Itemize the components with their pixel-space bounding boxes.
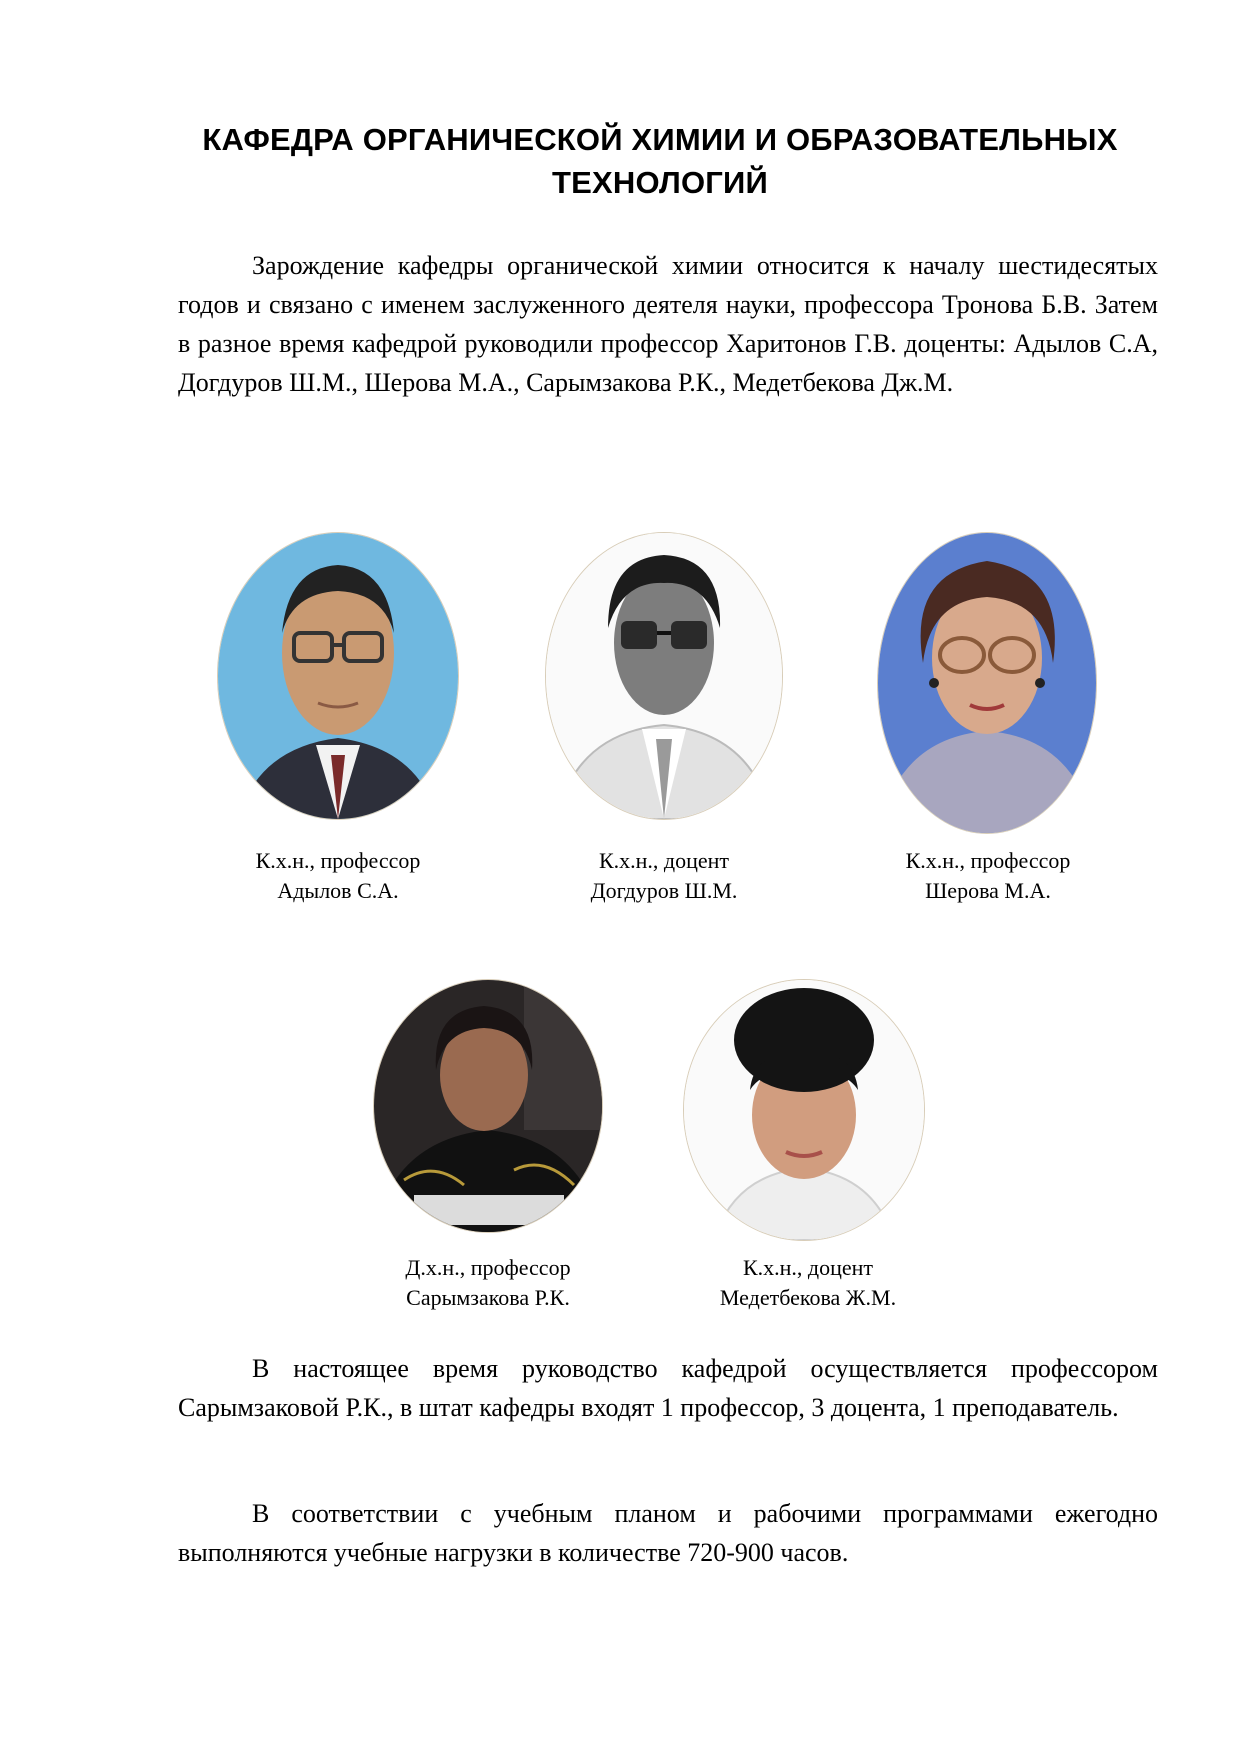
caption-name: Сарымзакова Р.К. <box>406 1285 570 1310</box>
title-line-1: КАФЕДРА ОРГАНИЧЕСКОЙ ХИМИИ И ОБРАЗОВАТЕЛЬНЫХ <box>202 122 1118 157</box>
caption-sarymzakova <box>358 1253 618 1313</box>
caption-degree: К.х.н., профессор <box>255 848 421 873</box>
page-title <box>160 118 1160 204</box>
curriculum-text: В соответствии с учебным планом и рабочими программами ежегодно выполняются учебные нагрузки в количестве 720-900 часов. <box>178 1499 1158 1567</box>
caption-degree: К.х.н., профессор <box>905 848 1071 873</box>
caption-name: Медетбекова Ж.М. <box>719 1285 897 1310</box>
intro-paragraph <box>178 246 1158 402</box>
current-leadership-paragraph <box>178 1349 1158 1427</box>
caption-name: Догдуров Ш.М. <box>590 878 738 903</box>
caption-degree: К.х.н., доцент <box>598 848 730 873</box>
caption-dogdurov <box>534 846 794 906</box>
title-line-2: ТЕХНОЛОГИЙ <box>551 165 769 200</box>
portrait-medetbekova <box>684 980 924 1240</box>
portrait-adylov <box>218 533 458 819</box>
caption-name: Шерова М.А. <box>925 878 1051 903</box>
caption-name: Адылов С.А. <box>277 878 399 903</box>
caption-degree: К.х.н., доцент <box>742 1255 874 1280</box>
portrait-sherova <box>878 533 1096 833</box>
caption-sherova <box>858 846 1118 906</box>
curriculum-paragraph <box>178 1494 1158 1572</box>
current-leadership-text: В настоящее время руководство кафедрой осуществляется профессором Сарымзаковой Р.К., в штат кафедры входят 1 профессор, 3 доцента, 1 преподаватель. <box>178 1354 1158 1422</box>
portrait-dogdurov <box>546 533 782 819</box>
caption-degree: Д.х.н., профессор <box>405 1255 571 1280</box>
portrait-sarymzakova <box>374 980 602 1232</box>
caption-medetbekova <box>678 1253 938 1313</box>
caption-adylov <box>208 846 468 906</box>
intro-paragraph-text: Зарождение кафедры органической химии относится к началу шестидесятых годов и связано с именем заслуженного деятеля науки, профессора Тронова Б.В. Затем в разное время кафедрой руководили профессор Харитонов Г.В. доценты: Адылов С.А, Догдуров Ш.М., Шерова М.А., Сарымзакова Р.К., Медетбекова Дж.М. <box>178 251 1158 397</box>
